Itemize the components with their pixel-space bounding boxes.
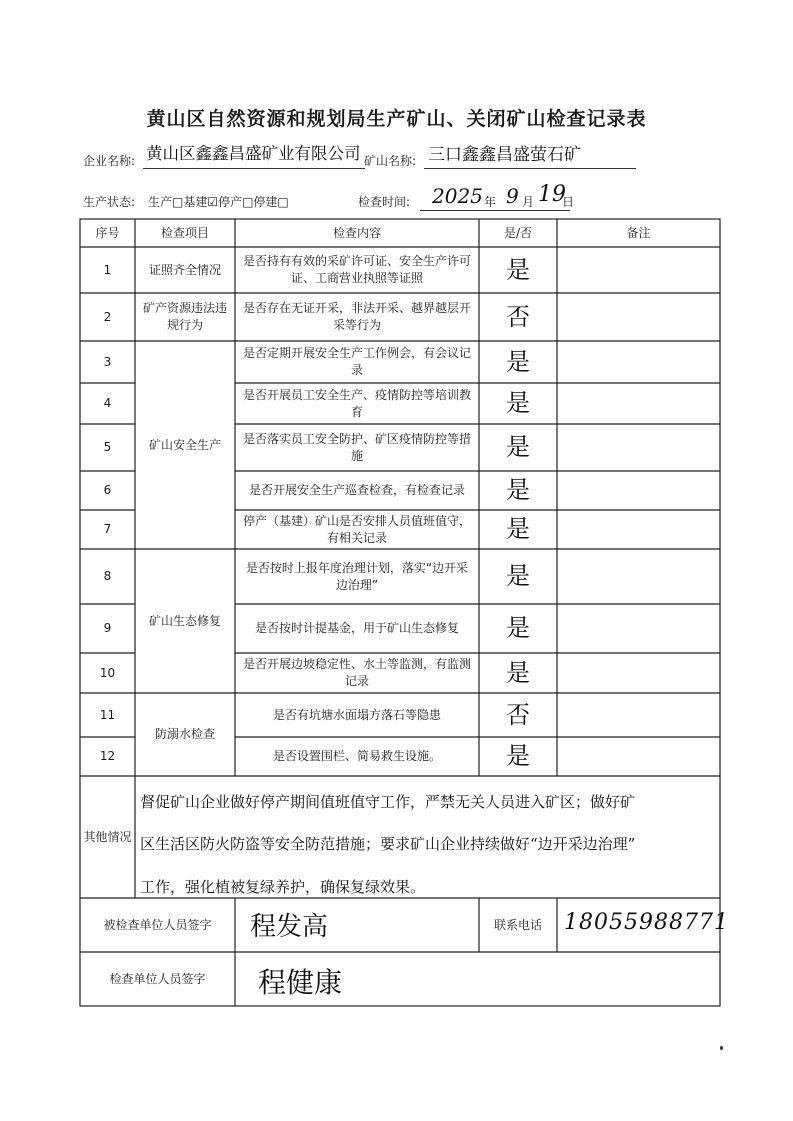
date-label: 检查时间: bbox=[358, 195, 411, 209]
row-number: 7 bbox=[103, 522, 112, 536]
group-label: 矿产资源违法违规行为 bbox=[142, 301, 227, 332]
date-month-unit: 月 bbox=[522, 195, 535, 209]
date-year: 2025 bbox=[432, 184, 483, 208]
company-label: 企业名称: bbox=[83, 154, 136, 168]
row-number: 9 bbox=[103, 621, 112, 635]
other-label: 其他情况 bbox=[83, 829, 132, 844]
status-options: 生产□基建☑停产□停建□ bbox=[148, 195, 289, 209]
row-answer: 否 bbox=[506, 302, 530, 331]
row-answer: 是 bbox=[506, 614, 530, 642]
row-content: 是否存在无证开采，非法开采、越界越层开采等行为 bbox=[242, 301, 471, 332]
inspector-sign-label: 检查单位人员签字 bbox=[109, 971, 206, 986]
header-no: 序号 bbox=[95, 225, 120, 240]
phone-value: 18055988771 bbox=[564, 910, 729, 935]
header-content: 检查内容 bbox=[332, 225, 381, 240]
row-answer: 是 bbox=[506, 562, 530, 590]
status-label: 生产状态: bbox=[83, 195, 136, 209]
inspected-sign-value: 程发高 bbox=[250, 912, 329, 942]
row-number: 11 bbox=[99, 707, 116, 722]
row-content: 是否有坑塘水面塌方落石等隐患 bbox=[272, 707, 441, 722]
row-content: 是否开展安全生产巡查检查，有检查记录 bbox=[248, 483, 465, 497]
row-content: 是否开展员工安全生产、疫情防控等培训教育 bbox=[242, 387, 471, 419]
row-number: 5 bbox=[103, 440, 112, 454]
row-content: 是否定期开展安全生产工作例会，有会议记录 bbox=[242, 346, 471, 377]
row-answer: 是 bbox=[506, 389, 530, 417]
group-label: 矿山生态修复 bbox=[148, 613, 221, 628]
row-answer: 是 bbox=[506, 658, 530, 687]
row-number: 8 bbox=[103, 569, 112, 583]
other-line: 区生活区防火防盗等安全防范措施；要求矿山企业持续做好“边开采边治理” bbox=[140, 835, 636, 853]
row-number: 6 bbox=[103, 483, 112, 497]
row-answer: 是 bbox=[506, 515, 530, 543]
row-answer: 是 bbox=[506, 347, 530, 376]
row-content: 停产（基建）矿山是否安排人员值班值守，有相关记录 bbox=[242, 513, 471, 545]
row-answer: 是 bbox=[506, 742, 530, 770]
row-answer: 是 bbox=[506, 433, 530, 461]
inspected-sign-label: 被检查单位人员签字 bbox=[103, 917, 212, 932]
date-day: 19 bbox=[538, 182, 566, 207]
date-year-unit: 年 bbox=[484, 195, 497, 209]
group-label: 证照齐全情况 bbox=[148, 262, 221, 277]
inspector-sign-value: 程健康 bbox=[258, 966, 343, 999]
other-line: 督促矿山企业做好停产期间值班值守工作，严禁无关人员进入矿区；做好矿 bbox=[140, 793, 636, 811]
other-line: 工作，强化植被复绿养护，确保复绿效果。 bbox=[140, 878, 426, 896]
row-number: 2 bbox=[103, 309, 112, 324]
row-answer: 否 bbox=[506, 700, 530, 729]
header-item: 检查项目 bbox=[160, 225, 209, 240]
date-month: 9 bbox=[506, 184, 519, 208]
header-remark: 备注 bbox=[626, 225, 651, 240]
row-answer: 是 bbox=[506, 476, 530, 504]
row-content: 是否按时计提基金，用于矿山生态修复 bbox=[254, 621, 459, 635]
form-title: 黄山区自然资源和规划局生产矿山、关闭矿山检查记录表 bbox=[146, 108, 647, 130]
row-number: 4 bbox=[103, 396, 112, 410]
row-number: 1 bbox=[103, 262, 112, 277]
header-yesno: 是/否 bbox=[503, 225, 533, 240]
row-number: 12 bbox=[99, 749, 116, 763]
phone-label: 联系电话 bbox=[493, 917, 542, 932]
date-day-unit: 日 bbox=[562, 195, 575, 209]
company-value: 黄山区鑫鑫昌盛矿业有限公司 bbox=[146, 144, 361, 163]
group-label: 矿山安全生产 bbox=[148, 437, 221, 452]
scan-speck bbox=[720, 1046, 723, 1050]
row-content: 是否开展边坡稳定性、水土等监测，有监测记录 bbox=[242, 657, 471, 688]
row-number: 3 bbox=[103, 354, 112, 369]
row-answer: 是 bbox=[506, 255, 530, 284]
row-content: 是否持有有效的采矿许可证、安全生产许可证、工商营业执照等证照 bbox=[242, 254, 471, 285]
row-content: 是否设置围栏、简易救生设施。 bbox=[272, 749, 441, 763]
row-number: 10 bbox=[99, 665, 116, 680]
row-content: 是否按时上报年度治理计划，落实“边开采边治理” bbox=[245, 560, 469, 592]
group-label: 防溺水检查 bbox=[154, 727, 215, 741]
mine-value: 三口鑫鑫昌盛萤石矿 bbox=[428, 145, 581, 165]
row-content: 是否落实员工安全防护、矿区疫情防控等措施 bbox=[242, 431, 471, 463]
mine-label: 矿山名称: bbox=[364, 154, 417, 168]
